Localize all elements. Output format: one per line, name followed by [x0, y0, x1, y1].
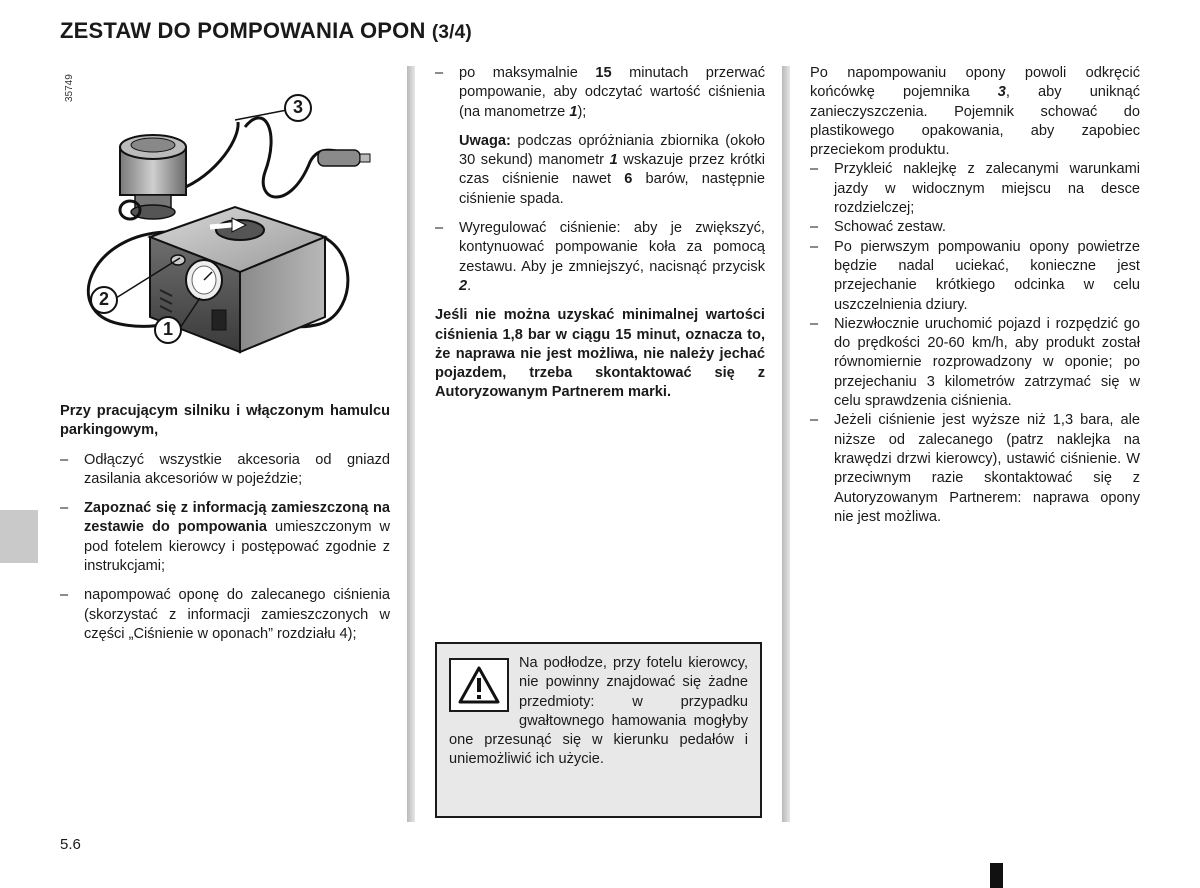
power-switch-icon	[212, 310, 226, 330]
bold-warning-paragraph: Jeśli nie można uzyskać minimalnej wartości ciśnienia 1,8 bar w ciągu 15 minut, oznacza to, że naprawa nie jest możliwa, nie należy jechać pojazdem, trzeba skontaktować się z Autoryzowanym Partnerem marki.	[435, 307, 765, 401]
list-item-text: Po pierwszym pompowaniu opony powietrze będzie nadal uciekać, konieczne jest przejechanie krótkiego odcinka w celu uszczelnienia dziury.	[834, 238, 1140, 313]
text-run: .	[467, 277, 472, 294]
list-item	[810, 238, 1140, 315]
list-dash: –	[810, 315, 819, 332]
col1-intro: Przy pracującym silniku i włączonym hamulcu parkingowym,	[60, 403, 390, 439]
column-3	[810, 64, 1140, 527]
page-edge-marker	[990, 863, 1003, 888]
list-item-text	[459, 219, 765, 296]
page-number: 5.6	[60, 836, 81, 853]
list-item-text: Przykleić naklejkę z zalecanymi warunkami jazdy w widocznym miejscu na desce rozdzielczej;	[834, 161, 1140, 217]
figure-reference: 2	[459, 277, 468, 294]
column-2	[435, 64, 765, 413]
list-item-text: Jeżeli ciśnienie jest wyższe niż 1,3 bara, ale niższe od zalecanego (patrz naklejka na krawędzi drzwi kierowcy), ustawić ciśnienie. W przeciwnym razie skontaktować się z Autoryzowanym Partnerem: naprawa opony nie jest możliwa.	[834, 412, 1140, 525]
list-item	[810, 411, 1140, 527]
list-item	[810, 218, 1140, 237]
callout-2: 2	[98, 289, 109, 309]
callout-3: 3	[292, 97, 303, 117]
text-run: wskazuje przez krótki czas ciśnienie nawet	[459, 152, 765, 188]
warning-box	[435, 642, 762, 818]
list-item-rest: umieszczonym w pod fotelem kierowcy i postępować zgodnie z instrukcjami;	[84, 519, 390, 575]
figure-image-id: 35749	[64, 74, 75, 102]
pressure-gauge-icon	[186, 260, 222, 300]
note-label: Uwaga:	[459, 132, 511, 149]
list-dash: –	[60, 587, 69, 604]
text-run: Po napompowaniu opony powoli odkręcić końcówkę pojemnika	[810, 65, 1140, 101]
text-run-bold: 15	[595, 65, 612, 81]
callout-1: 1	[162, 319, 173, 339]
text-run-bold: 6	[624, 171, 633, 188]
list-item-text: Odłączyć wszystkie akcesoria od gniazd zasilania akcesoriów w pojeździe;	[84, 451, 390, 487]
list-item	[810, 315, 1140, 411]
column-separator-right	[782, 66, 790, 822]
list-item-text: napompować oponę do zalecanego ciśnienia (skorzystać z informacji zamieszczonych w części „Ciśnienie w oponach” rozdziału 4);	[84, 587, 390, 642]
list-item	[60, 451, 390, 490]
text-run: podczas opróżniania zbiornika (około 30 sekund) manometr	[459, 132, 765, 169]
list-dash: –	[60, 500, 69, 517]
list-item	[435, 64, 765, 122]
warning-icon-frame	[449, 658, 509, 712]
col3-intro	[810, 64, 1140, 160]
column-separator-left	[407, 66, 415, 822]
list-dash: –	[810, 238, 819, 255]
list-item-text	[84, 499, 390, 576]
figure-reference: 3	[997, 84, 1006, 101]
list-dash: –	[435, 65, 444, 81]
list-dash: –	[810, 412, 819, 429]
column-1	[60, 402, 390, 654]
list-dash: –	[435, 220, 444, 237]
warning-text: Na podłodze, przy fotelu kierowcy, nie powinny znajdować się żadne przedmioty: w przypadku gwałtownego hamowania mogłyby one przesunąć się w kierunku pedałów i uniemożliwić ich użycie.	[449, 655, 748, 768]
tyre-inflation-kit-figure	[60, 62, 390, 362]
list-item-text	[459, 64, 765, 122]
list-item	[810, 160, 1140, 218]
figure-reference: 1	[569, 103, 578, 120]
text-run: barów, następnie ciśnienie spada.	[459, 171, 765, 207]
warning-triangle-icon	[457, 665, 501, 705]
figure-reference: 1	[609, 152, 618, 169]
power-plug-icon	[318, 150, 370, 166]
list-item-text: Niezwłocznie uruchomić pojazd i rozpędzić go do prędkości 20-60 km/h, aby produkt został równomiernie rozprowadzony w oponie; po przejechaniu 3 kilometrów zatrzymać się w celu sprawdzenia ciśnienia.	[834, 315, 1140, 410]
text-run: , aby uniknąć zanieczyszczenia. Pojemnik schować do plastikowego opakowania, aby zapobiec przeciekom produktu.	[810, 84, 1140, 159]
page-title	[60, 18, 472, 44]
list-item	[60, 499, 390, 576]
list-item-text: Schować zestaw.	[834, 219, 946, 236]
list-item	[60, 586, 390, 644]
list-item-bold: Zapoznać się z informacją zamieszczoną na zestawie do pompowania	[84, 500, 390, 536]
sealant-canister-icon	[120, 135, 186, 219]
note-paragraph	[459, 132, 765, 209]
chapter-tab-marker	[0, 510, 38, 563]
text-run: );	[577, 103, 587, 120]
list-item	[435, 219, 765, 296]
text-run: Wyregulować ciśnienie: aby je zwiększyć, kontynuować pompowanie koła za pomocą zestawu. Aby je zmniejszyć, nacisnąć przycisk	[459, 220, 765, 275]
list-dash: –	[810, 161, 819, 178]
page-title-indicator: (3/4)	[431, 22, 472, 43]
text-run: po maksymalnie	[459, 65, 596, 81]
text-run: minutach przerwać pompowanie, aby odczytać wartość ciśnienia (na manometrze	[459, 65, 766, 120]
compressor-illustration	[60, 62, 390, 362]
list-dash: –	[60, 451, 69, 468]
page-title-text: ZESTAW DO POMPOWANIA OPON	[60, 18, 426, 43]
list-dash: –	[810, 219, 819, 236]
